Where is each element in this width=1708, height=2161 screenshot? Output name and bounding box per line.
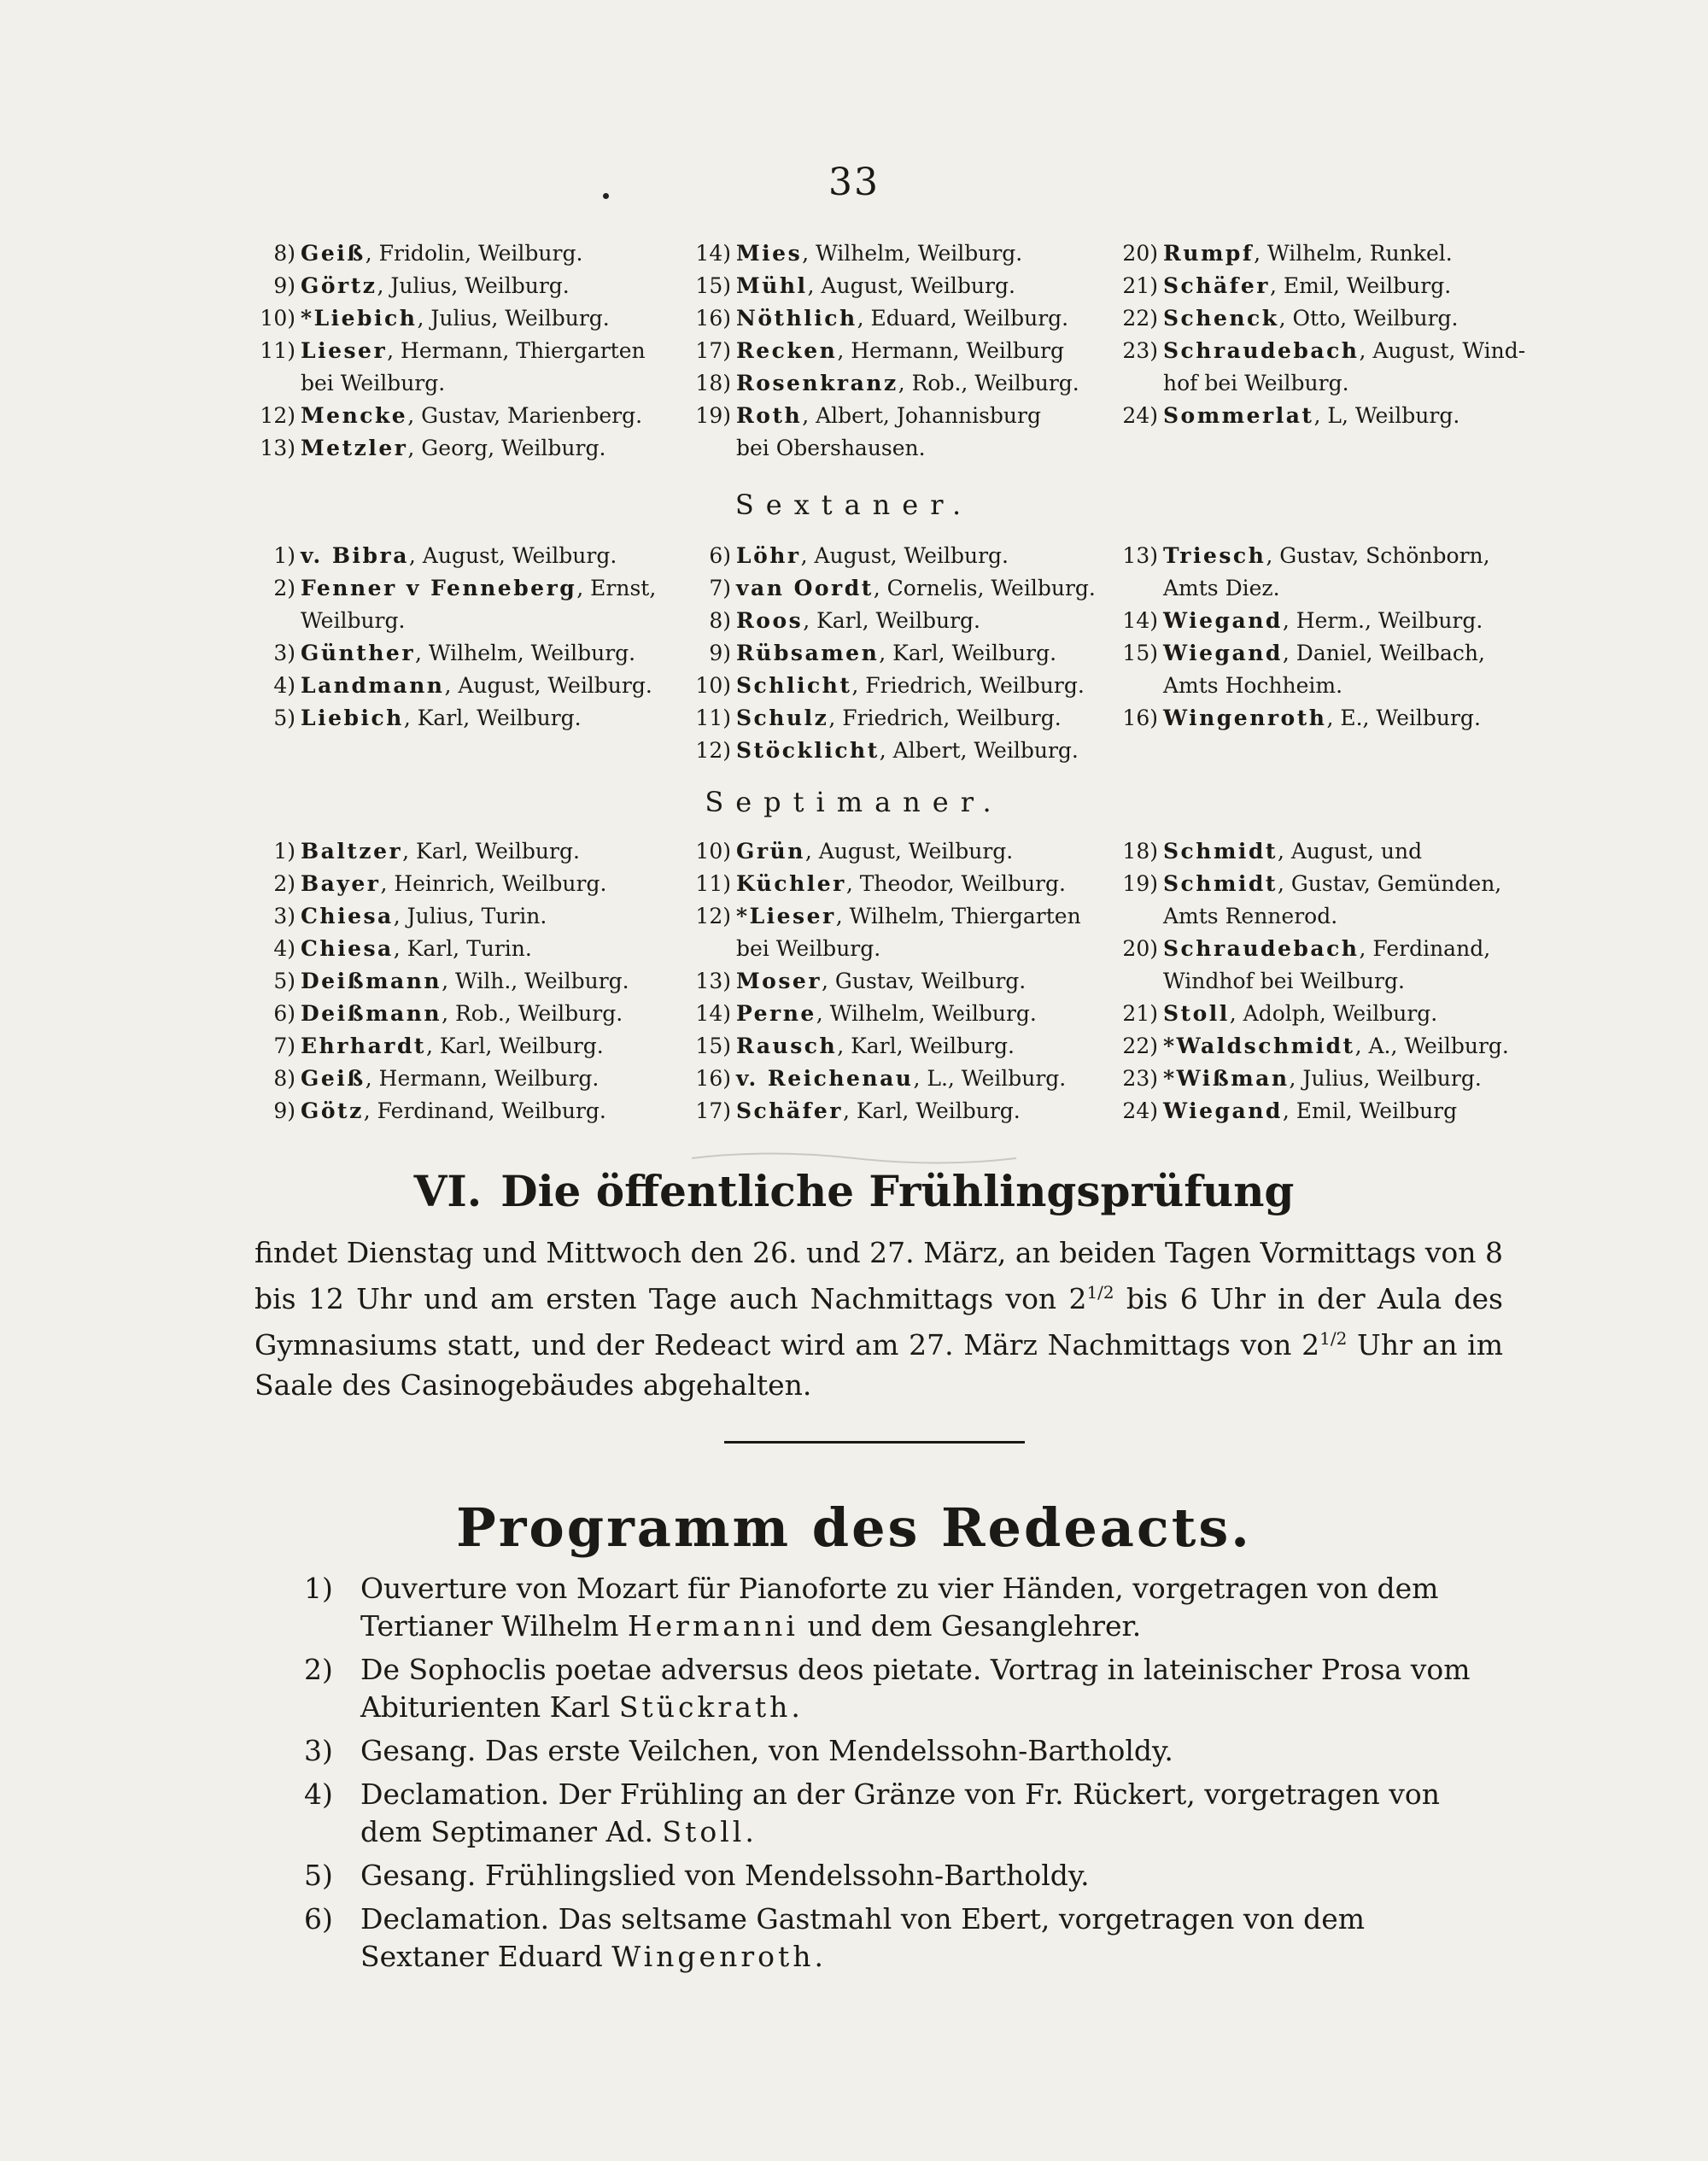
roster-column-3: [1119, 237, 1526, 465]
student-details: , Emil, Weilburg.: [1269, 273, 1452, 298]
roster-entry: [1119, 302, 1512, 335]
roster-entry: [692, 237, 1119, 270]
roster-entry: [692, 540, 1119, 572]
student-surname: Schraudebach: [1163, 936, 1360, 961]
roster-entry: [256, 432, 692, 465]
student-surname: Götz: [301, 1098, 364, 1123]
roster-entry: [1119, 237, 1512, 270]
student-details: , Gustav, Weilburg.: [822, 969, 1027, 993]
roster-entry: [692, 835, 1119, 868]
roster-entry: [692, 270, 1119, 302]
student-details: , August, Wind-: [1359, 338, 1526, 363]
programm-item-4: [304, 1776, 1491, 1851]
sextaner-roster: [256, 540, 1512, 767]
roster-entry: [1119, 400, 1512, 432]
programm-item-text: Ouverture von Mozart für Pianoforte zu vier Händen, vorgetragen von dem Tertianer Wilhelm: [360, 1572, 1439, 1643]
roster-entry: [256, 270, 692, 302]
student-surname: Landmann: [301, 673, 445, 698]
student-details: , L, Weilburg.: [1313, 403, 1460, 428]
student-surname: Mies: [736, 241, 803, 266]
programm-item-text: Gesang. Das erste Veilchen, von Mendelssohn-Bartholdy.: [360, 1734, 1173, 1767]
entry-number: 11): [695, 706, 731, 730]
student-surname: Lieser: [301, 338, 388, 363]
roster-entry: [692, 900, 1119, 965]
entry-number: 9): [273, 273, 295, 298]
roster-entry: [692, 1095, 1119, 1127]
student-surname: Schäfer: [1163, 273, 1270, 298]
student-details: , Rob., Weilburg.: [442, 1001, 623, 1026]
student-details: , Wilhelm, Weilburg.: [802, 241, 1023, 266]
roster-entry: [256, 998, 692, 1030]
entry-number: 16): [1122, 706, 1158, 730]
student-details-continued: bei Obershausen.: [736, 436, 926, 460]
student-details-continued: bei Weilburg.: [301, 371, 446, 395]
roster-entry: [1119, 1030, 1512, 1063]
roster-entry: [692, 702, 1119, 735]
student-details: , Daniel, Weilbach,: [1282, 641, 1485, 665]
entry-number: 18): [1122, 839, 1158, 864]
entry-number: 22): [1122, 1034, 1158, 1058]
student-details: , Karl, Weilburg.: [842, 1098, 1021, 1123]
section-vi-paragraph: [254, 1233, 1503, 1405]
student-surname: Metzler: [301, 436, 408, 460]
entry-number: 15): [695, 1034, 731, 1058]
student-surname: Ehrhardt: [301, 1034, 426, 1058]
student-details: , Karl, Weilburg.: [837, 1034, 1015, 1058]
entry-number: 12): [695, 738, 731, 763]
programm-item-text-end: .: [814, 1940, 823, 1973]
student-details: , Karl, Weilburg.: [425, 1034, 604, 1058]
entry-number: 1): [273, 839, 295, 864]
student-surname: Liebich: [301, 706, 404, 730]
student-details: , August, Weilburg.: [408, 543, 617, 568]
student-details-continued: Windhof bei Weilburg.: [1163, 969, 1405, 993]
student-surname: Grün: [736, 839, 805, 864]
roster-entry: [692, 670, 1119, 702]
sextaner-heading: Sextaner.: [734, 489, 974, 521]
student-surname: Görtz: [301, 273, 377, 298]
student-surname: Wiegand: [1163, 641, 1283, 665]
entry-number: 6): [709, 543, 731, 568]
student-surname: v. Bibra: [301, 543, 409, 568]
student-surname: *Waldschmidt: [1163, 1034, 1355, 1058]
student-surname: Moser: [736, 969, 822, 993]
student-surname: Geiß: [301, 241, 366, 266]
student-surname: Stöcklicht: [736, 738, 880, 763]
student-surname: Löhr: [736, 543, 801, 568]
student-details: , Theodor, Weilburg.: [845, 871, 1066, 896]
paragraph-part-1: findet Dienstag und Mittwoch den 26. und 27. März, an beiden Tagen Vormittags von 8 bis 12 Uhr und am ersten Tage auch Nachmittags von 2: [254, 1236, 1503, 1315]
student-surname: Mühl: [736, 273, 808, 298]
student-details: , Wilhelm, Weilburg.: [816, 1001, 1037, 1026]
entry-number: 21): [1122, 273, 1158, 298]
student-details: , August, und: [1277, 839, 1423, 864]
roster-entry: [256, 670, 692, 702]
roster-entry: [256, 1095, 692, 1127]
programm-item-6: [304, 1900, 1491, 1976]
student-surname: Geiß: [301, 1066, 366, 1091]
student-details: , Emil, Weilburg: [1282, 1098, 1458, 1123]
student-surname: v. Reichenau: [736, 1066, 914, 1091]
roster-entry: [256, 572, 692, 637]
student-details: , Adolph, Weilburg.: [1229, 1001, 1438, 1026]
entry-number: 17): [695, 1098, 731, 1123]
student-surname: *Lieser: [736, 904, 836, 928]
programm-item-text: Declamation. Der Frühling an der Gränze von Fr. Rückert, vorgetragen von dem Septimaner Ad.: [360, 1777, 1441, 1848]
entry-number: 4): [273, 936, 295, 961]
entry-number: 5): [273, 706, 295, 730]
sextaner-column-1: [256, 540, 692, 767]
student-details: , August, Weilburg.: [807, 273, 1015, 298]
performer-name: Hermanni: [627, 1609, 798, 1643]
entry-number: 6): [273, 1001, 295, 1026]
student-details: , E., Weilburg.: [1326, 706, 1481, 730]
entry-number: 13): [1122, 543, 1158, 568]
student-surname: Deißmann: [301, 969, 442, 993]
programm-title: Programm des Redeacts.: [456, 1496, 1252, 1559]
entry-number: 17): [695, 338, 731, 363]
student-surname: Rosenkranz: [736, 371, 898, 395]
page-number: 33: [828, 161, 880, 204]
student-surname: Wiegand: [1163, 608, 1283, 633]
student-details: , A., Weilburg.: [1354, 1034, 1509, 1058]
student-details: , Albert, Weilburg.: [879, 738, 1079, 763]
roster-entry: [1119, 540, 1512, 605]
roster-entry: [1119, 335, 1526, 400]
programm-item-number: 2): [304, 1653, 333, 1686]
entry-number: 1): [273, 543, 295, 568]
roster-entry: [692, 335, 1119, 367]
programm-item-number: 5): [304, 1859, 333, 1892]
programm-item-3: [304, 1732, 1491, 1770]
student-details: , Cornelis, Weilburg.: [873, 576, 1096, 600]
entry-number: 12): [695, 904, 731, 928]
entry-number: 9): [709, 641, 731, 665]
performer-name: Stoll: [662, 1815, 746, 1848]
student-surname: Sommerlat: [1163, 403, 1314, 428]
student-details-continued: Amts Hochheim.: [1163, 673, 1343, 698]
roster-entry: [692, 1030, 1119, 1063]
student-details: , Gustav, Schönborn,: [1266, 543, 1490, 568]
roster-entry: [256, 835, 692, 868]
roster-entry: [1119, 1063, 1512, 1095]
entry-number: 3): [273, 904, 295, 928]
fraction-half-1: 1/2: [1086, 1282, 1114, 1303]
entry-number: 4): [273, 673, 295, 698]
roster-column-2: [692, 237, 1119, 465]
roster-entry: [256, 302, 692, 335]
student-details: , Herm., Weilburg.: [1282, 608, 1483, 633]
student-surname: Deißmann: [301, 1001, 442, 1026]
student-details: , Ferdinand, Weilburg.: [363, 1098, 606, 1123]
paragraph-part-3: Uhr an im Saale des Casinogebäudes abgehalten.: [254, 1328, 1504, 1402]
section-vi-title: Die öffentliche Frühlingsprüfung: [500, 1166, 1295, 1216]
roster-continuation: [256, 237, 1526, 465]
programm-item-text-end: .: [791, 1690, 800, 1724]
student-details: , Heinrich, Weilburg.: [380, 871, 607, 896]
entry-number: 14): [695, 1001, 731, 1026]
roster-entry: [1119, 1095, 1512, 1127]
sextaner-column-2: [692, 540, 1119, 767]
roster-entry: [256, 400, 692, 432]
roster-entry: [1119, 998, 1512, 1030]
student-surname: *Liebich: [301, 306, 418, 331]
student-surname: Chiesa: [301, 904, 394, 928]
ornament-flourish: [683, 1149, 1025, 1168]
student-surname: Wingenroth: [1163, 706, 1327, 730]
student-surname: Recken: [736, 338, 838, 363]
programm-list: [304, 1570, 1491, 1982]
student-details: , Karl, Weilburg.: [402, 839, 580, 864]
student-details: , Julius, Weilburg.: [377, 273, 570, 298]
entry-number: 20): [1122, 241, 1158, 266]
entry-number: 23): [1122, 1066, 1158, 1091]
student-details: , Wilhelm, Thiergarten: [835, 904, 1081, 928]
section-vi-number: VI.: [413, 1166, 483, 1216]
section-vi-heading: [0, 1166, 1708, 1216]
entry-number: 23): [1122, 338, 1158, 363]
roster-entry: [256, 335, 692, 400]
student-details: , Hermann, Thiergarten: [387, 338, 646, 363]
roster-entry: [256, 965, 692, 998]
entry-number: 24): [1122, 1098, 1158, 1123]
roster-entry: [692, 302, 1119, 335]
student-surname: Schraudebach: [1163, 338, 1360, 363]
entry-number: 10): [260, 306, 295, 331]
programm-item-text-end: und dem Gesanglehrer.: [798, 1609, 1142, 1643]
student-details: , Julius, Weilburg.: [417, 306, 610, 331]
entry-number: 16): [695, 1066, 731, 1091]
entry-number: 10): [695, 673, 731, 698]
entry-number: 22): [1122, 306, 1158, 331]
programm-item-text-end: .: [745, 1815, 754, 1848]
entry-number: 15): [1122, 641, 1158, 665]
student-details: , Ferdinand,: [1359, 936, 1491, 961]
student-surname: Küchler: [736, 871, 846, 896]
entry-number: 14): [695, 241, 731, 266]
student-details: , Gustav, Gemünden,: [1277, 871, 1502, 896]
student-details: , Hermann, Weilburg: [837, 338, 1064, 363]
entry-number: 13): [260, 436, 295, 460]
roster-entry: [256, 1030, 692, 1063]
septimaner-roster: [256, 835, 1512, 1127]
roster-entry: [256, 900, 692, 933]
roster-entry: [256, 868, 692, 900]
entry-number: 10): [695, 839, 731, 864]
roster-entry: [1119, 637, 1512, 702]
entry-number: 12): [260, 403, 295, 428]
student-surname: Schulz: [736, 706, 829, 730]
roster-entry: [256, 637, 692, 670]
entry-number: 19): [1122, 871, 1158, 896]
programm-item-text: De Sophoclis poetae adversus deos pietate. Vortrag in lateinischer Prosa vom Abiturienten Karl: [360, 1653, 1471, 1724]
entry-number: 19): [695, 403, 731, 428]
student-surname: Fenner v Fenneberg: [301, 576, 577, 600]
programm-item-number: 1): [304, 1572, 333, 1605]
student-surname: Triesch: [1163, 543, 1266, 568]
septimaner-heading: Septimaner.: [705, 786, 1003, 818]
student-details: , Karl, Turin.: [393, 936, 532, 961]
septimaner-column-2: [692, 835, 1119, 1127]
student-details-continued: hof bei Weilburg.: [1163, 371, 1349, 395]
entry-number: 11): [695, 871, 731, 896]
student-details: , Georg, Weilburg.: [407, 436, 606, 460]
roster-entry: [1119, 868, 1512, 933]
student-details: , Julius, Weilburg.: [1289, 1066, 1482, 1091]
student-surname: *Wißman: [1163, 1066, 1290, 1091]
entry-number: 16): [695, 306, 731, 331]
entry-number: 15): [695, 273, 731, 298]
programm-item-number: 4): [304, 1777, 333, 1811]
student-surname: Nöthlich: [736, 306, 857, 331]
programm-item-number: 3): [304, 1734, 333, 1767]
student-surname: Bayer: [301, 871, 381, 896]
septimaner-column-1: [256, 835, 692, 1127]
paragraph-part-2: bis 6 Uhr in der Aula des Gymnasiums statt, und der Redeact wird am 27. März Nachmittags von 2: [254, 1282, 1503, 1362]
entry-number: 5): [273, 969, 295, 993]
entry-number: 8): [273, 241, 295, 266]
student-details: , Albert, Johannisburg: [802, 403, 1041, 428]
student-surname: Baltzer: [301, 839, 403, 864]
roster-entry: [692, 998, 1119, 1030]
entry-number: 14): [1122, 608, 1158, 633]
student-details: , Eduard, Weilburg.: [857, 306, 1069, 331]
roster-entry: [256, 702, 692, 735]
student-details: , Otto, Weilburg.: [1278, 306, 1459, 331]
entry-number: 7): [709, 576, 731, 600]
roster-entry: [1119, 702, 1512, 735]
student-details: , Friedrich, Weilburg.: [828, 706, 1062, 730]
student-details: , Hermann, Weilburg.: [365, 1066, 600, 1091]
student-surname: Mencke: [301, 403, 408, 428]
student-surname: Roos: [736, 608, 804, 633]
entry-number: 9): [273, 1098, 295, 1123]
student-details-continued: Weilburg.: [301, 608, 406, 633]
programm-item-text: Declamation. Das seltsame Gastmahl von Ebert, vorgetragen von dem Sextaner Eduard: [360, 1902, 1366, 1973]
roster-entry: [256, 237, 692, 270]
student-surname: Schenck: [1163, 306, 1279, 331]
programm-item-2: [304, 1651, 1491, 1726]
student-surname: van Oordt: [736, 576, 874, 600]
roster-entry: [256, 540, 692, 572]
student-details: , Karl, Weilburg.: [803, 608, 980, 633]
student-details: , Fridolin, Weilburg.: [365, 241, 583, 266]
student-surname: Rübsamen: [736, 641, 880, 665]
performer-name: Wingenroth: [611, 1940, 815, 1973]
student-surname: Rausch: [736, 1034, 838, 1058]
roster-entry: [692, 1063, 1119, 1095]
student-surname: Schäfer: [736, 1098, 843, 1123]
fraction-half-2: 1/2: [1319, 1328, 1348, 1349]
roster-entry: [692, 605, 1119, 637]
roster-entry: [692, 637, 1119, 670]
roster-entry: [256, 933, 692, 965]
roster-entry: [692, 367, 1119, 400]
roster-entry: [1119, 835, 1512, 868]
entry-number: 21): [1122, 1001, 1158, 1026]
student-details: , August, Weilburg.: [804, 839, 1014, 864]
entry-number: 24): [1122, 403, 1158, 428]
entry-number: 3): [273, 641, 295, 665]
student-surname: Stoll: [1163, 1001, 1230, 1026]
septimaner-column-3: [1119, 835, 1512, 1127]
roster-entry: [692, 965, 1119, 998]
roster-entry: [692, 572, 1119, 605]
student-surname: Günther: [301, 641, 416, 665]
entry-number: 2): [273, 576, 295, 600]
student-details: , Wilhelm, Weilburg.: [415, 641, 636, 665]
performer-name: Stückrath: [618, 1690, 792, 1724]
roster-entry: [256, 1063, 692, 1095]
sextaner-column-3: [1119, 540, 1512, 767]
roster-entry: [692, 735, 1119, 767]
student-details: , Karl, Weilburg.: [403, 706, 582, 730]
student-details-continued: Amts Rennerod.: [1163, 904, 1338, 928]
roster-entry: [1119, 933, 1512, 998]
student-details: , August, Weilburg.: [800, 543, 1009, 568]
roster-entry: [1119, 605, 1512, 637]
student-details: , Karl, Weilburg.: [879, 641, 1057, 665]
student-details: , L., Weilburg.: [913, 1066, 1067, 1091]
student-details: , Wilh., Weilburg.: [442, 969, 629, 993]
student-surname: Perne: [736, 1001, 816, 1026]
entry-number: 13): [695, 969, 731, 993]
student-surname: Wiegand: [1163, 1098, 1283, 1123]
roster-entry: [692, 400, 1119, 465]
student-details: , Julius, Turin.: [393, 904, 547, 928]
student-details: , Gustav, Marienberg.: [407, 403, 643, 428]
entry-number: 20): [1122, 936, 1158, 961]
entry-number: 7): [273, 1034, 295, 1058]
student-details: , August, Weilburg.: [444, 673, 652, 698]
roster-entry: [1119, 270, 1512, 302]
entry-number: 8): [273, 1066, 295, 1091]
student-surname: Schlicht: [736, 673, 852, 698]
student-surname: Chiesa: [301, 936, 394, 961]
programm-item-number: 6): [304, 1902, 333, 1936]
student-details-continued: bei Weilburg.: [736, 936, 881, 961]
student-details: , Rob., Weilburg.: [898, 371, 1079, 395]
programm-item-5: [304, 1857, 1491, 1895]
roster-column-1: [256, 237, 692, 465]
student-details: , Ernst,: [576, 576, 657, 600]
roster-entry: [692, 868, 1119, 900]
student-surname: Schmidt: [1163, 839, 1278, 864]
student-details-continued: Amts Diez.: [1163, 576, 1280, 600]
entry-number: 8): [709, 608, 731, 633]
entry-number: 18): [695, 371, 731, 395]
programm-item-text: Gesang. Frühlingslied von Mendelssohn-Bartholdy.: [360, 1859, 1090, 1892]
student-surname: Rumpf: [1163, 241, 1255, 266]
student-surname: Roth: [736, 403, 803, 428]
programm-item-1: [304, 1570, 1491, 1645]
divider-rule: [724, 1441, 1025, 1444]
student-surname: Schmidt: [1163, 871, 1278, 896]
student-details: , Wilhelm, Runkel.: [1254, 241, 1453, 266]
entry-number: 2): [273, 871, 295, 896]
student-details: , Friedrich, Weilburg.: [851, 673, 1085, 698]
entry-number: 11): [260, 338, 295, 363]
